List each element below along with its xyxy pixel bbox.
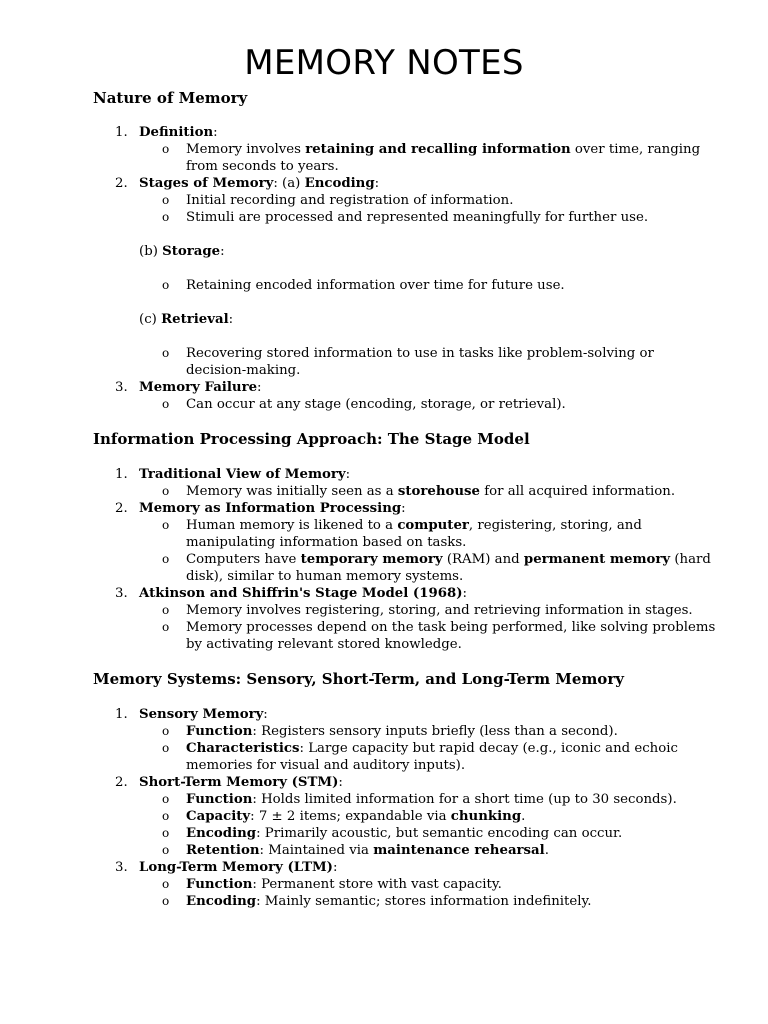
list-item: Long-Term Memory (LTM): [139, 860, 338, 875]
list-item: Function: Registers sensory inputs briefly (less than a second). [186, 724, 618, 739]
list-item-continuation: from seconds to years. [186, 159, 339, 174]
bullet-icon: o [162, 792, 170, 806]
list-number: 1. [115, 125, 128, 140]
list-item: Definition: [139, 125, 218, 140]
bullet-icon: o [162, 620, 170, 634]
list-number: 2. [115, 176, 128, 191]
list-item: Function: Permanent store with vast capacity. [186, 877, 502, 892]
list-item: Function: Holds limited information for a short time (up to 30 seconds). [186, 792, 677, 807]
page-title: MEMORY NOTES [244, 43, 524, 83]
list-item: Encoding: Primarily acoustic, but semantic encoding can occur. [186, 826, 623, 841]
list-item: Memory involves registering, storing, and retrieving information in stages. [186, 603, 693, 618]
list-number: 3. [115, 380, 128, 395]
list-item: Memory Failure: [139, 380, 262, 395]
bullet-icon: o [162, 894, 170, 908]
bullet-icon: o [162, 397, 170, 411]
list-number: 2. [115, 775, 128, 790]
list-item: Computers have temporary memory (RAM) and permanent memory (hard [186, 552, 711, 567]
list-item: Sensory Memory: [139, 707, 268, 722]
bullet-icon: o [162, 142, 170, 156]
bullet-icon: o [162, 826, 170, 840]
list-item: Memory as Information Processing: [139, 501, 406, 516]
list-item: Short-Term Memory (STM): [139, 775, 343, 790]
list-number: 2. [115, 501, 128, 516]
bullet-icon: o [162, 603, 170, 617]
list-number: 1. [115, 467, 128, 482]
list-item: Traditional View of Memory: [139, 467, 351, 482]
list-item: Recovering stored information to use in tasks like problem-solving or [186, 346, 654, 361]
list-item: Characteristics: Large capacity but rapid decay (e.g., iconic and echoic [186, 741, 678, 756]
list-item: Stages of Memory: (a) Encoding: [139, 176, 380, 191]
bullet-icon: o [162, 877, 170, 891]
section-heading-stage-model: Information Processing Approach: The Stage Model [93, 430, 530, 448]
list-item: Capacity: 7 ± 2 items; expandable via chunking. [186, 809, 526, 824]
bullet-icon: o [162, 809, 170, 823]
list-item: Retaining encoded information over time for future use. [186, 278, 565, 293]
bullet-icon: o [162, 193, 170, 207]
list-item-continuation: memories for visual and auditory inputs). [186, 758, 466, 773]
bullet-icon: o [162, 552, 170, 566]
bullet-icon: o [162, 484, 170, 498]
bullet-icon: o [162, 724, 170, 738]
list-item: Memory processes depend on the task being performed, like solving problems [186, 620, 716, 635]
list-item: Stimuli are processed and represented meaningfully for further use. [186, 210, 649, 225]
section-heading-nature-of-memory: Nature of Memory [93, 89, 248, 107]
list-item: Memory was initially seen as a storehouse for all acquired information. [186, 484, 676, 499]
bullet-icon: o [162, 518, 170, 532]
list-number: 3. [115, 860, 128, 875]
bullet-icon: o [162, 210, 170, 224]
bullet-icon: o [162, 278, 170, 292]
list-item: Human memory is likened to a computer, registering, storing, and [186, 518, 642, 533]
list-item: Encoding: Mainly semantic; stores information indefinitely. [186, 894, 592, 909]
list-item: Can occur at any stage (encoding, storage, or retrieval). [186, 397, 566, 412]
list-item-continuation: disk), similar to human memory systems. [186, 569, 464, 584]
bullet-icon: o [162, 843, 170, 857]
list-number: 3. [115, 586, 128, 601]
bullet-icon: o [162, 741, 170, 755]
list-item: Memory involves retaining and recalling information over time, ranging [186, 142, 701, 157]
sub-stage-storage: (b) Storage: [139, 244, 225, 259]
sub-stage-retrieval: (c) Retrieval: [139, 312, 234, 327]
list-item-continuation: manipulating information based on tasks. [186, 535, 467, 550]
list-number: 1. [115, 707, 128, 722]
list-item-continuation: decision-making. [186, 363, 301, 378]
list-item: Retention: Maintained via maintenance rehearsal. [186, 843, 549, 858]
section-heading-memory-systems: Memory Systems: Sensory, Short-Term, and Long-Term Memory [93, 670, 624, 688]
list-item-continuation: by activating relevant stored knowledge. [186, 637, 462, 652]
list-item: Initial recording and registration of information. [186, 193, 514, 208]
bullet-icon: o [162, 346, 170, 360]
list-item: Atkinson and Shiffrin's Stage Model (1968): [139, 586, 468, 601]
